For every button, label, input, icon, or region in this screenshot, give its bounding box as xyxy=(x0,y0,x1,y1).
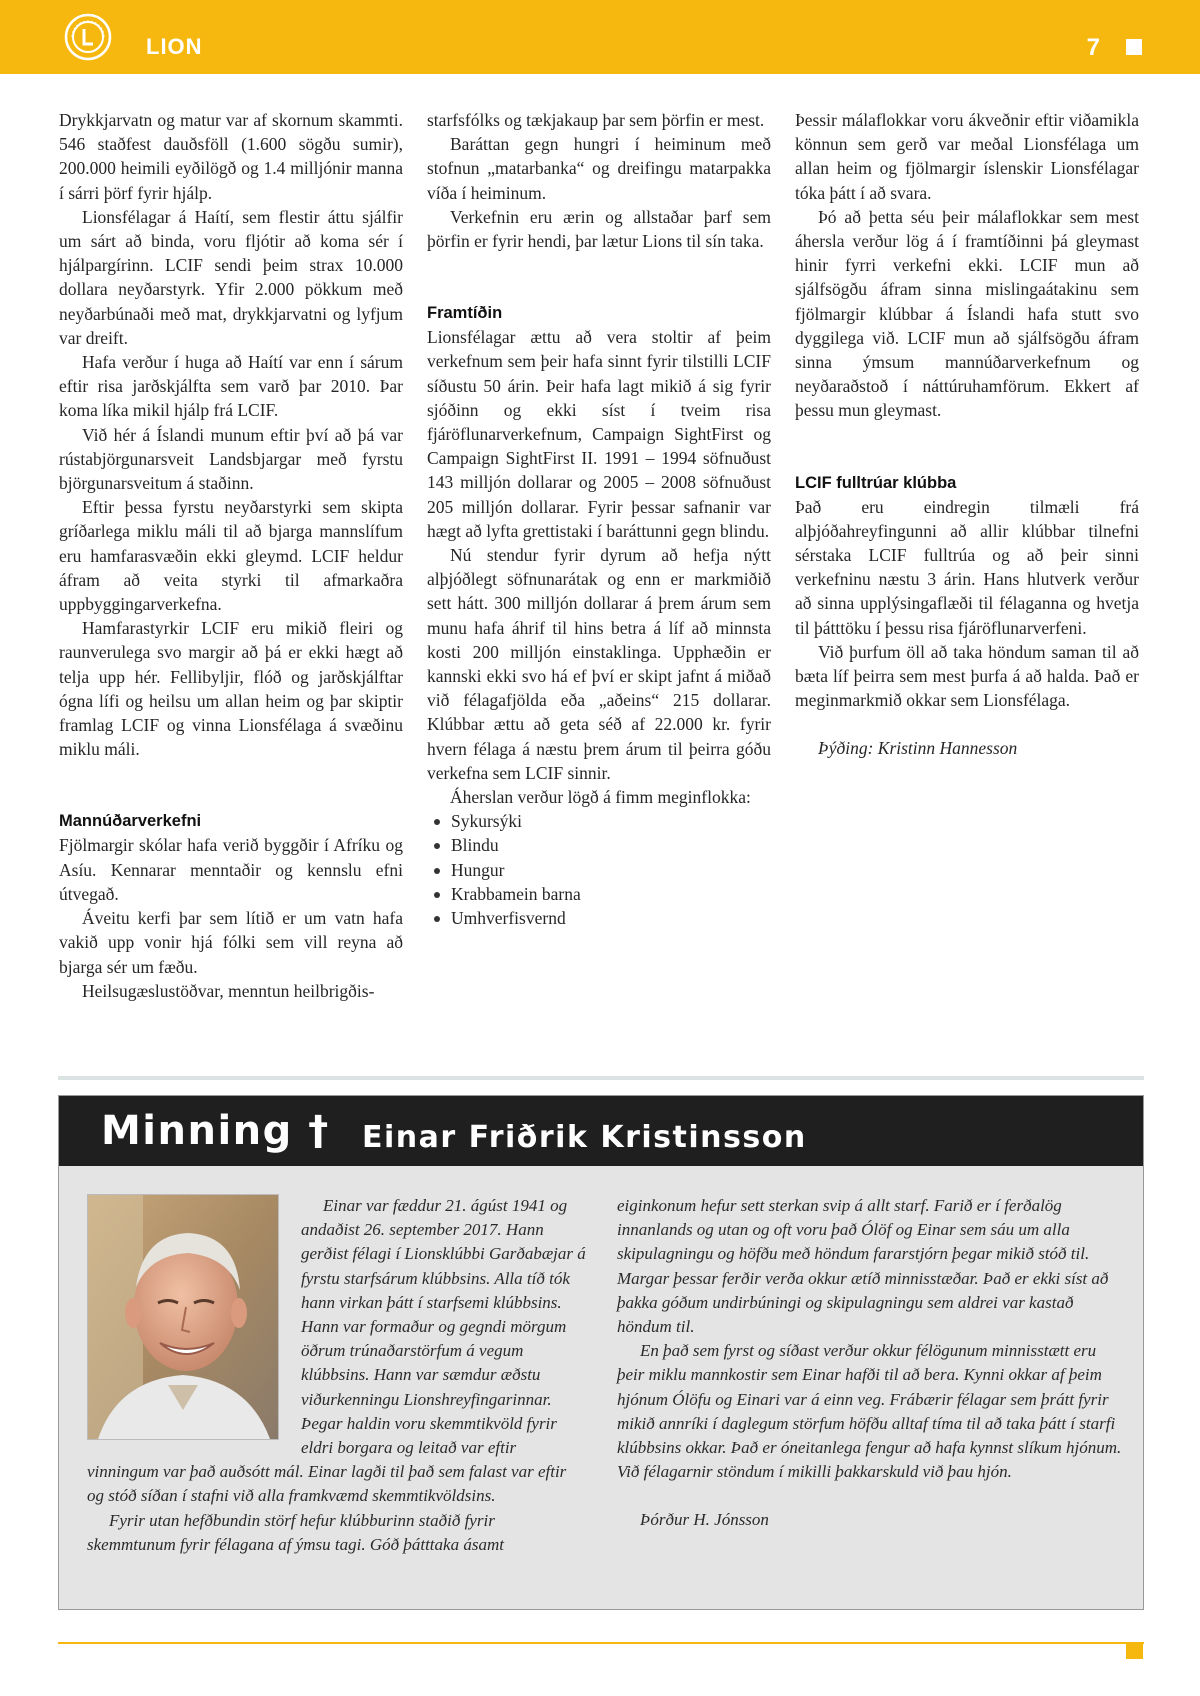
header-square-marker xyxy=(1126,39,1142,55)
page-header xyxy=(0,0,1200,74)
paragraph: Þó að þetta séu þeir málaflokkar sem mest áhersla verður lög á í framtíðinni þá gleymast hinir fyrri verkefni ekki. LCIF mun að sjálfsögðu áfram sinna mislingaátakinu sem fjölmargir klúbbar á Íslandi hafa stutt svo dyggilega við. LCIF mun að sjálfsögðu áfram sinna ýmsum mannúðarverkefnum og neyðaraðstoð í náttúruhamförum. Ekkert af þessu mun gleymast. xyxy=(795,206,1139,421)
paragraph: Eftir þessa fyrstu neyðarstyrki sem skipta gríðarlega miklu máli til að bjarga mannslífum eru hamfarasvæðin ekki gleymd. LCIF heldur áfram að veita styrki til afmarkaðra uppbyggingarverkefna. xyxy=(59,497,403,615)
portrait-photo-icon xyxy=(87,1194,279,1440)
paragraph: Við þurfum öll að taka höndum saman til að bæta líf þeirra sem mest þurfa á að halda. Það er meginmarkmið okkar sem Lionsfélaga. xyxy=(795,641,1139,711)
paragraph: Verkefnin eru ærin og allstaðar þarf sem þörfin er fyrir hendi, þar lætur Lions til sín taka. xyxy=(427,206,771,252)
paragraph: Áherslan verður lögð á fimm meginflokka: xyxy=(450,787,751,808)
section-heading: Framtíðin xyxy=(427,304,503,323)
section-heading: Mannúðarverkefni xyxy=(59,812,202,831)
lions-club-emblem-icon xyxy=(64,13,112,61)
list-item: Umhverfisvernd xyxy=(451,906,771,930)
paragraph: Hamfarastyrkir LCIF eru mikið fleiri og raunverulega svo margir að þá er ekki hægt að telja upp hér. Fellibyljir, flóð og jarðskjálftar ógna lífi og heilsu um allan heim og þar skiptir framlag LCIF og vinna Lionsfélaga á svæðinu miklu máli. xyxy=(59,618,403,760)
memorial-box xyxy=(58,1095,1144,1610)
paragraph: Það eru eindregin tilmæli frá alþjóðahreyfingunni að allir klúbbar tilnefni sérstaka LCIF fulltrúa og að þeir sinni verkefninu næstu 3 árin. Hans hlutverk verður að sinna upplýsingaflæði til félaganna og hvetja til þátttöku í þessu risa fjáröflunarverfeni. xyxy=(795,496,1139,638)
memorial-person-name: Einar Friðrik Kristinsson xyxy=(362,1120,807,1155)
paragraph: Þessir málaflokkar voru ákveðnir eftir viðamikla könnun sem gerð var meðal Lionsfélaga um allan heim og fjölmargir íslenskir Lionsfélagar tóka þátt í að svara. xyxy=(795,110,1139,203)
paragraph: Heilsugæslustöðvar, menntun heilbrigðis- xyxy=(82,980,375,1001)
paragraph: Áveitu kerfi þar sem lítið er um vatn hafa vakið upp vonir hjá fólki sem vill reyna að bjarga sér um fæðu. xyxy=(59,908,403,977)
memorial-signature: Þórður H. Jónsson xyxy=(640,1510,769,1530)
list-item: Krabbamein barna xyxy=(451,882,771,906)
paragraph: Lionsfélagar á Haítí, sem flestir áttu sjálfir um sárt að binda, voru fljótir að koma sér í hjálpargírinn. LCIF sendi þeim strax 10.000 dollara neyðarstyrk. Yfir 2.000 pökkum með neyðarbúnaði með mat, drykkjarvatni og lyfjum var dreift. xyxy=(59,206,403,348)
paragraph: Drykkjarvatn og matur var af skornum skammti. 546 staðfest dauðsföll (1.600 sögðu sumir), 200.000 heimili eyðilögð og 1.4 milljónir manna í sárri þörf fyrir hjálp. xyxy=(59,110,403,203)
article-column-3 xyxy=(795,108,1139,761)
paragraph: Lionsfélagar ættu að vera stoltir af þeim verkefnum sem þeir hafa sinnt fyrir tilstilli LCIF síðustu 50 árin. Þeir hafa lagt mikið á sig fyrir sjóðinn og ekki síst í tveim risa fjáröflunarverkefnum, Campaign SightFirst og Campaign SightFirst II. 1991 – 1994 söfnuðust 143 milljón dollarar og 2005 – 2008 söfnuðust 205 milljón dollarar. Fyrir þessar safnanir var hægt að lyfta grettistaki í baráttunni gegn blindu. xyxy=(427,327,771,541)
memorial-paragraph: Fyrir utan hefðbundin störf hefur klúbburinn staðið fyrir skemmtunum fyrir félagana af ýmsu tagi. Góð þátttaka ásamt xyxy=(87,1510,504,1554)
page-number: 7 xyxy=(1086,34,1100,61)
translator-credit: Þýðing: Kristinn Hannesson xyxy=(818,738,1018,759)
memorial-paragraph: eiginkonum hefur sett sterkan svip á allt starf. Farið er í ferðalög innanlands og utan og oft voru það Ólöf og Einar sem sáu um alla skipulagningu og höfðu með höndum fararstjórn þegar mikið stóð til. Margar þessar ferðir verða okkur ætíð minnisstæðar. Það er ekki síst að þakka góðum undirbúningi og skipulagningu sem aldrei var kastað höndum til. xyxy=(617,1196,1109,1337)
footer-square-marker xyxy=(1126,1642,1143,1659)
article-column-2 xyxy=(427,108,771,930)
footer-rule xyxy=(58,1642,1144,1644)
section-heading: LCIF fulltrúar klúbba xyxy=(795,473,957,492)
memorial-text-right xyxy=(617,1194,1122,1533)
paragraph: Hafa verður í huga að Haítí var enn í sárum eftir risa jarðskjálfta sem varð þar 2010. Þar koma líka mikil hjálp frá LCIF. xyxy=(59,352,403,421)
memorial-text-left xyxy=(87,1194,587,1557)
memorial-paragraph: Einar var fæddur 21. ágúst 1941 og andaðist 26. september 2017. Hann gerðist félagi í Lionsklúbbi Garðabæjar á fyrstu starfsárum klúbbsins. Alla tíð tók hann virkan þátt í starfsemi klúbbsins. Hann var formaður og gegndi mörgum öðrum trúnaðarstörfum á vegum klúbbsins. Hann var sæmdur æðstu viðurkenningu Lionshreyfingarinnar. Þegar haldin voru skemmtikvöld fyrir eldri borgara og leitað var eftir vinningum var það auðsótt mál. Einar lagði til það sem falast var eftir og stóð síðan í stafni við alla framkvæmd skemmtikvöldsins. xyxy=(87,1196,586,1506)
article-column-1 xyxy=(59,108,403,1003)
magazine-name: LION xyxy=(146,34,203,59)
paragraph: starfsfólks og tækjakaup þar sem þörfin er mest. xyxy=(427,110,765,130)
list-item: Blindu xyxy=(451,833,771,857)
focus-areas-list xyxy=(427,809,771,930)
memorial-title: Minning † xyxy=(101,1108,330,1154)
list-item: Hungur xyxy=(451,858,771,882)
memorial-paragraph: En það sem fyrst og síðast verður okkur félögunum minnisstætt eru þeir miklu mannkostir sem Einar hafði til að bera. Kynni okkar af þeim hjónum Ólöfu og Einari var á einn veg. Frábærir félagar sem þrátt fyrir mikið annríki í daglegum störfum höfðu alltaf tíma til að taka þátt í starfi klúbbsins okkar. Það er óneitanlega fengur að hafa kynnst slíkum hjónum. Við félagarnir stöndum í mikilli þakkarskuld við þau hjón. xyxy=(617,1341,1122,1482)
paragraph: Við hér á Íslandi munum eftir því að þá var rústabjörgunarsveit Landsbjargar með fyrstu björgunarsveitum á staðinn. xyxy=(59,424,403,494)
memorial-header-bar xyxy=(59,1096,1143,1166)
list-item: Sykursýki xyxy=(451,809,771,833)
paragraph: Fjölmargir skólar hafa verið byggðir í Afríku og Asíu. Kennarar menntaðir og kennslu efni útvegað. xyxy=(59,835,403,904)
paragraph: Baráttan gegn hungri í heiminum með stofnun „matarbanka“ og dreifingu matarpakka víða í heiminum. xyxy=(427,134,771,203)
section-divider xyxy=(58,1076,1144,1080)
paragraph: Nú stendur fyrir dyrum að hefja nýtt alþjóðlegt söfnunarátak og enn er markmiðið sett hátt. 300 milljón dollarar á þrem árum sem munu hafa áhrif til hins betra á líf að minnsta kosti 200 milljón einstaklinga. Upphæðin er kannski ekki svo há ef því er skipt jafnt á miðað við félagafjölda eða „aðeins“ 215 dollarar. Klúbbar ættu að geta séð af 22.000 kr. fyrir hvern félaga á næstu þrem árum til þeirra góðu verkefna sem LCIF sinnir. xyxy=(427,545,771,783)
